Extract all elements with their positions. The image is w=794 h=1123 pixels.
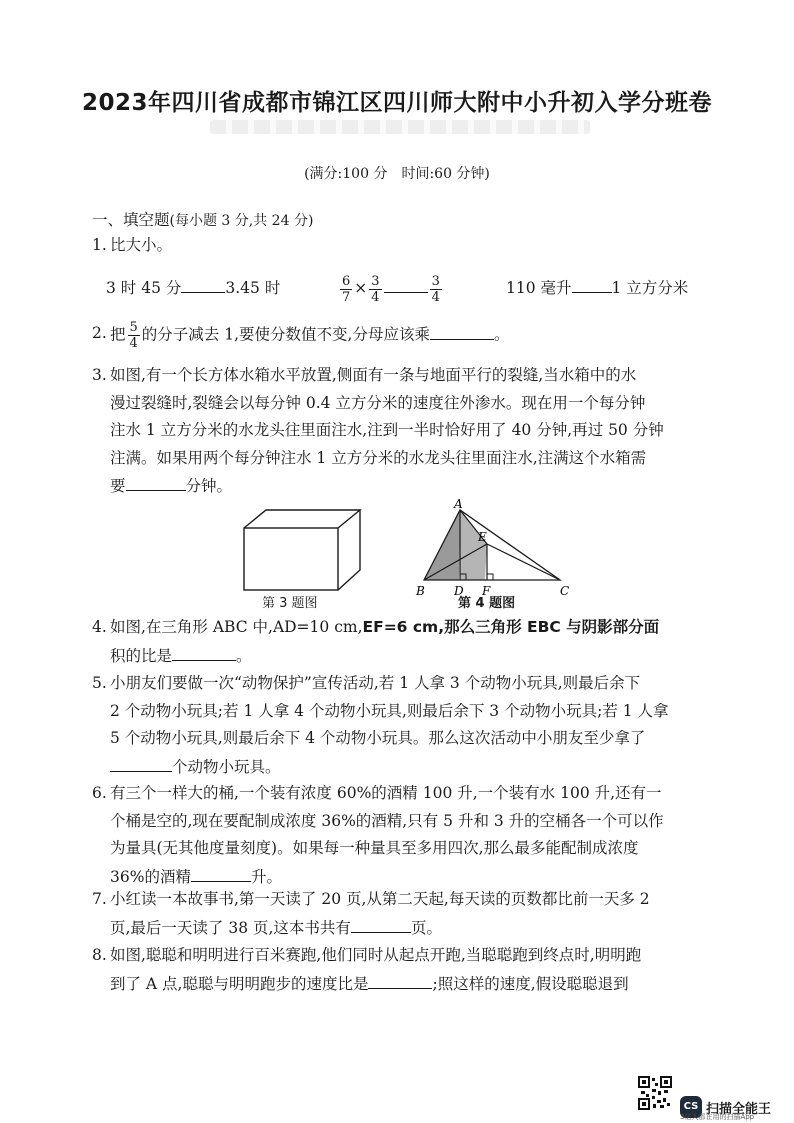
compare-right: 3.45 时 [225, 279, 281, 297]
question-4 [92, 614, 722, 670]
question-text: 如图,聪聪和明明进行百米赛跑,他们同时从起点开跑,当聪聪跑到终点时,明明跑 到了 A 点,聪聪与明明跑步的速度比是 ;照这样的速度,假设聪聪退到 [110, 946, 642, 993]
faded-watermark-strip [210, 120, 590, 134]
question-text: 比大小。 [110, 236, 173, 254]
question-number: 8. [92, 946, 107, 964]
answer-blank[interactable] [191, 863, 251, 882]
fraction: $\frac{3}{4}$ [431, 273, 440, 305]
label-F: F [482, 584, 491, 598]
question-number: 3. [92, 366, 107, 384]
section-heading [92, 208, 313, 230]
compare-left: 3 时 45 分 [106, 279, 182, 297]
answer-blank[interactable] [368, 970, 432, 989]
question-number: 7. [92, 890, 107, 908]
question-5 [92, 670, 722, 781]
question-3 [92, 362, 722, 501]
answer-blank[interactable] [110, 753, 172, 772]
fraction: $\frac{3}{4}$ [371, 273, 380, 305]
answer-blank[interactable] [351, 914, 411, 933]
question-text: 有三个一样大的桶,一个装有浓度 60%的酒精 100 升,一个装有水 100 升,还有一 个桶是空的,现在要配制成浓度 36%的酒精,只有 5 升和 3 升的空桶各一个可以作 为量具(无其他度量刻度)。如果每一种量具至多用四次,那么最多能配制成浓度 36%的酒精 升。 [110, 784, 664, 886]
cs-logo-icon: CS [680, 1096, 702, 1118]
question-number: 5. [92, 674, 107, 692]
label-A: A [454, 498, 463, 511]
answer-blank[interactable] [172, 642, 236, 661]
cuboid-figure [244, 510, 360, 590]
figure-4-caption: 第 4 题图 [458, 596, 516, 611]
question-text: 小朋友们要做一次“动物保护”宣传活动,若 1 人拿 3 个动物小玩具,则最后余下 2 个动物小玩具;若 1 人拿 4 个动物小玩具,则最后余下 3 个动物小玩具;若 1 人拿 5 个动物小玩具,则最后余下 4 个动物小玩具。那么这次活动中小朋友至少拿了 个动物小玩具。 [110, 674, 669, 776]
answer-blank[interactable] [430, 321, 494, 340]
label-E: E [478, 530, 487, 544]
fraction: $\frac{6}{7}$ [342, 273, 351, 305]
question-8 [92, 942, 722, 998]
qr-code-icon [638, 1076, 672, 1110]
compare-item-3 [506, 268, 688, 308]
scanner-app-name: 扫描全能王 [706, 1101, 772, 1117]
compare-item-2 [338, 268, 444, 308]
shaded-region-right [460, 510, 487, 580]
label-B: B [416, 584, 425, 598]
figure-3-caption: 第 3 题图 [262, 596, 318, 611]
question-text: 小红读一本故事书,第一天读了 20 页,从第二天起,每天读的页数都比前一天多 2 页,最后一天读了 38 页,这本书共有 页。 [110, 890, 650, 937]
compare-left: 110 毫升 [506, 279, 572, 297]
question-number: 2. [92, 324, 107, 342]
question-6 [92, 780, 722, 891]
triangle-figure [415, 498, 569, 598]
question-7 [92, 886, 722, 942]
question-text: 如图,有一个长方体水箱水平放置,侧面有一条与地面平行的裂缝,当水箱中的水 漫过裂缝时,裂缝会以每分钟 0.4 立方分米的速度往外渗水。现在用一个每分钟 注水 1 立方分米的水龙头往里面注水,注到一半时恰好用了 40 分钟,再过 50 分钟 注满。如果用两个每分钟注水 1 立方分米的水龙头往里面注水,注满这个水箱需 要 分钟。 [110, 366, 664, 495]
exam-title: 2023年四川省成都市锦江区四川师大附中小升初入学分班卷 [81, 90, 712, 116]
question-text: 如图,在三角形 ABC 中,AD=10 cm,EF=6 cm,那么三角形 EBC 与阴影部分面 积的比是 。 [110, 618, 660, 665]
question-number: 6. [92, 784, 107, 802]
question-2 [92, 320, 722, 351]
scanner-tagline: 3亿人都在用的扫描App [680, 1113, 755, 1121]
section-title: 一、填空题 [92, 211, 170, 229]
exam-subtitle: (满分:100 分 时间:60 分钟) [304, 166, 490, 182]
label-D: D [454, 584, 464, 598]
question-number: 4. [92, 618, 107, 636]
answer-blank[interactable] [384, 274, 428, 293]
answer-blank[interactable] [572, 274, 612, 293]
answer-blank[interactable] [181, 274, 225, 293]
section-subtitle: (每小题 3 分,共 24 分) [169, 213, 314, 229]
times-sign: × [354, 279, 368, 297]
question-text: 把 $\frac{5}{4}$ 的分子减去 1,要使分数值不变,分母应该乘 。 [110, 320, 510, 351]
compare-right: 1 立方分米 [611, 279, 689, 297]
answer-blank[interactable] [126, 472, 186, 491]
question-number: 1. [92, 236, 107, 254]
fraction: $\frac{5}{4}$ [129, 320, 138, 351]
figure-area [238, 498, 598, 598]
compare-item-1 [106, 268, 280, 308]
question-1 [92, 232, 722, 260]
label-C: C [560, 584, 570, 598]
